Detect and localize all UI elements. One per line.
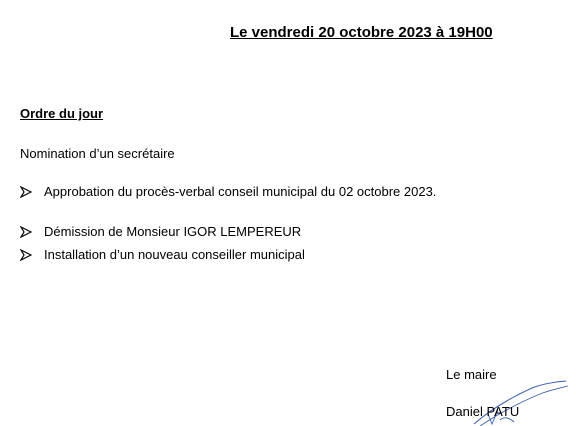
handwritten-signature — [470, 380, 570, 426]
agenda-item — [20, 247, 305, 262]
agenda-item — [20, 224, 301, 239]
arrow-bullet-icon — [20, 249, 32, 261]
signatory-name: Daniel PATU — [446, 404, 520, 419]
agenda-item-text: Installation d’un nouveau conseiller municipal — [44, 247, 305, 262]
agenda-item-text: Démission de Monsieur IGOR LEMPEREUR — [44, 224, 302, 239]
arrow-bullet-icon — [20, 226, 32, 238]
signatory-title: Le maire — [446, 367, 497, 382]
agenda-heading: Ordre du jour — [20, 106, 104, 121]
meeting-date: Le vendredi 20 octobre 2023 à 19H00 — [230, 24, 493, 41]
agenda-item — [20, 184, 436, 199]
arrow-bullet-icon — [20, 186, 32, 198]
agenda-intro: Nomination d’un secrétaire — [20, 146, 175, 161]
agenda-item-text: Approbation du procès-verbal conseil municipal du 02 octobre 2023. — [44, 184, 437, 199]
